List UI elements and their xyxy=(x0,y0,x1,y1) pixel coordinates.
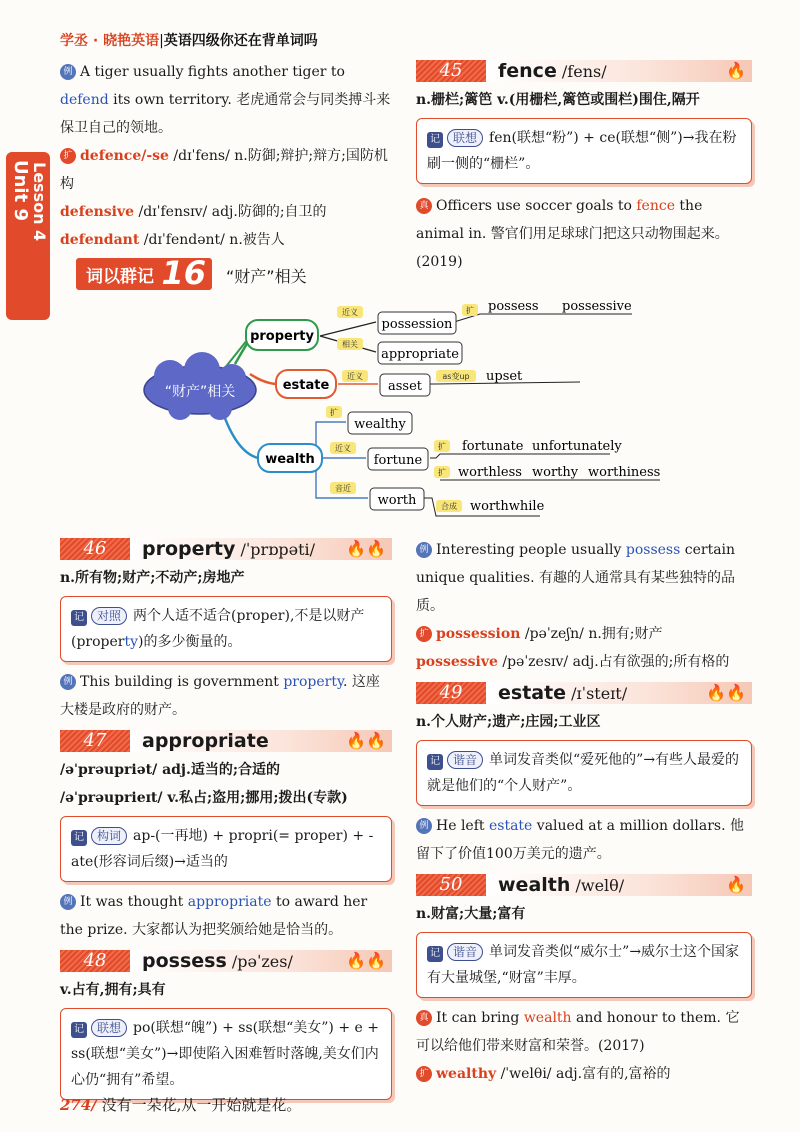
entry-number: 49 xyxy=(416,682,486,704)
entry-appropriate xyxy=(60,728,392,754)
definition: n.栅栏;篱笆 v.(用栅栏,篱笆或围栏)围住,隔开 xyxy=(416,92,700,108)
word-group-banner xyxy=(76,254,212,292)
memo-tag: 构词 xyxy=(91,827,127,845)
keyword: appropriate xyxy=(187,894,272,910)
node-wealthy: wealthy xyxy=(354,417,406,432)
leaf-worthwhile: worthwhile xyxy=(470,499,545,514)
possessive-line: possessive /pəˈzesɪv/ adj.占有欲强的;所有格的 xyxy=(416,654,730,670)
tag-kuo: 扩 xyxy=(438,442,446,451)
entry-estate xyxy=(416,680,752,706)
defendant-line: defendant /dɪˈfendənt/ n.被告人 xyxy=(60,232,285,248)
memory-box: 记 构词 ap-(一再地) + propri(= proper) + -ate(形容词后缀)→适当的 xyxy=(60,816,392,882)
definition: v.占有,拥有;具有 xyxy=(60,982,166,998)
lesson-label: Lesson 4 xyxy=(30,162,49,242)
left-column xyxy=(60,536,392,1100)
memo-icon: 记 xyxy=(427,754,443,770)
memory-box: 记 对照 两个人适不适合(proper),不是以财产(property)的多少衡量的。 xyxy=(60,596,392,662)
fire-icon: 🔥🔥 xyxy=(706,683,746,702)
defend-continuation xyxy=(60,58,392,254)
leaf-unfortunately: unfortunately xyxy=(532,439,622,454)
brand-name: 学丞 · 晓艳英语 xyxy=(60,33,160,49)
center-cloud xyxy=(144,352,256,420)
node-possession: possession xyxy=(381,317,453,332)
right-column xyxy=(416,536,752,1088)
tag-kuo: 扩 xyxy=(466,306,474,315)
defensive-line: defensive /dɪˈfensɪv/ adj.防御的;自卫的 xyxy=(60,204,327,220)
leaf-possess: possess xyxy=(488,299,539,314)
memo-tag: 联想 xyxy=(447,129,483,147)
memo-icon: 记 xyxy=(71,610,87,626)
defend-example: 例 A tiger usually fights another tiger to defend its own territory. 老虎通常会与同类搏斗来保卫自己的领地。 xyxy=(60,64,391,136)
memo-tag: 联想 xyxy=(91,1019,127,1037)
extend-badge: 扩 xyxy=(60,148,76,164)
headword: appropriate xyxy=(142,730,269,752)
example-badge: 例 xyxy=(60,674,76,690)
possess-example: 例 Interesting people usually possess certain unique qualities. 有趣的人通常具有某些独特的品质。 xyxy=(416,542,736,614)
entry-number: 48 xyxy=(60,950,130,972)
page-header xyxy=(60,30,318,50)
fire-icon: 🔥🔥 xyxy=(346,731,386,750)
leaf-worthiness: worthiness xyxy=(588,465,661,480)
extend-badge: 扩 xyxy=(416,1066,432,1082)
memo-icon: 记 xyxy=(71,830,87,846)
memory-box: 记 联想 fen(联想“粉”) + ce(联想“侧”)→我在粉刷一侧的“栅栏”。 xyxy=(416,118,752,184)
memo-icon: 记 xyxy=(427,946,443,962)
memo-icon: 记 xyxy=(71,1022,87,1038)
example-badge: 例 xyxy=(60,894,76,910)
fire-icon: 🔥🔥 xyxy=(346,951,386,970)
memo-tag: 对照 xyxy=(91,607,127,625)
entry-number: 47 xyxy=(60,730,130,752)
tag-as-up: as变up xyxy=(442,372,470,381)
tag-jinyi: 近义 xyxy=(335,444,351,453)
header-separator: | xyxy=(159,33,164,49)
headword: estate /ɪˈsteɪt/ xyxy=(498,682,628,704)
node-appropriate: appropriate xyxy=(381,347,459,362)
fire-icon: 🔥 xyxy=(726,875,746,894)
keyword: property xyxy=(283,674,344,690)
definition: n.个人财产;遗产;庄园;工业区 xyxy=(416,714,601,730)
possession-line: 扩 possession /pəˈzeʃn/ n.拥有;财产 xyxy=(416,620,752,648)
tag-jinyi: 近义 xyxy=(347,372,363,381)
exam-badge: 真 xyxy=(416,1010,432,1026)
example-badge: 例 xyxy=(60,64,76,80)
banner-label: 词以群记 xyxy=(86,267,154,287)
entry-fence xyxy=(416,58,752,276)
memo-tag: 谐音 xyxy=(447,943,483,961)
keyword: possess xyxy=(625,542,681,558)
node-estate: estate xyxy=(282,378,330,393)
tag-hecheng: 合成 xyxy=(441,502,457,511)
node-property: property xyxy=(250,329,314,344)
unit-label: Unit 9 xyxy=(10,160,31,221)
defence-line: 扩 defence/-se /dɪˈfens/ n.防御;辩护;辩方;国防机构 xyxy=(60,148,388,192)
example-badge: 例 xyxy=(416,542,432,558)
entry-number: 46 xyxy=(60,538,130,560)
exam-badge: 真 xyxy=(416,198,432,214)
leaf-worthy: worthy xyxy=(532,465,579,480)
fire-icon: 🔥 xyxy=(726,61,746,80)
group-title: “财产”相关 xyxy=(226,267,307,286)
definition-verb: /əˈprəuprieɪt/ v.私占;盗用;挪用;拨出(专款) xyxy=(60,790,348,806)
tag-kuo: 扩 xyxy=(330,408,338,417)
tag-kuo: 扩 xyxy=(438,468,446,477)
example: 例 This building is government property. 这座大楼是政府的财产。 xyxy=(60,674,380,718)
entry-number: 50 xyxy=(416,874,486,896)
leaf-worthless: worthless xyxy=(458,465,522,480)
node-worth: worth xyxy=(377,493,417,508)
keyword: defend xyxy=(60,92,109,108)
memo-tag: 谐音 xyxy=(447,751,483,769)
node-asset: asset xyxy=(387,379,423,394)
group-number: 16 xyxy=(161,254,206,292)
memory-box: 记 联想 po(联想“魄”) + ss(联想“美女”) + e + ss(联想“美女”)→即使陷入困难暂时落魄,美女们内心仍“拥有”希望。 xyxy=(60,1008,392,1100)
headword: possess /pəˈzes/ xyxy=(142,950,293,972)
example-badge: 例 xyxy=(416,818,432,834)
headword: property /ˈprɒpəti/ xyxy=(142,538,316,560)
headword: fence /fens/ xyxy=(498,60,607,82)
memory-box: 记 谐音 单词发音类似“爱死他的”→有些人最爱的就是他们的“个人财产”。 xyxy=(416,740,752,806)
entry-possess xyxy=(60,948,392,974)
page-number: 274/ xyxy=(60,1096,97,1114)
definition: n.所有物;财产;不动产;房地产 xyxy=(60,570,245,586)
memory-box: 记 谐音 单词发音类似“威尔士”→威尔士这个国家有大量城堡,“财富”丰厚。 xyxy=(416,932,752,998)
wealthy-line: 扩 wealthy /ˈwelθi/ adj.富有的,富裕的 xyxy=(416,1060,752,1088)
entry-property xyxy=(60,536,392,562)
entry-wealth xyxy=(416,872,752,898)
fire-icon: 🔥🔥 xyxy=(346,539,386,558)
tag-jinyi: 近义 xyxy=(342,308,358,317)
exam-example: 真 It can bring wealth and honour to them. 它可以给他们带来财富和荣誉。(2017) xyxy=(416,1010,740,1054)
extend-badge: 扩 xyxy=(416,626,432,642)
mind-map xyxy=(140,294,700,520)
node-wealth: wealth xyxy=(265,452,315,467)
example: 例 It was thought appropriate to award her the prize. 大家都认为把奖颁给她是恰当的。 xyxy=(60,894,368,938)
definition: n.财富;大量;富有 xyxy=(416,906,526,922)
leaf-fortunate: fortunate xyxy=(462,439,524,454)
center-label: “财产”相关 xyxy=(164,384,236,400)
headword: wealth /welθ/ xyxy=(498,874,625,896)
memo-icon: 记 xyxy=(427,132,443,148)
footer-motto: 没有一朵花,从一开始就是花。 xyxy=(96,1096,302,1114)
node-fortune: fortune xyxy=(373,453,423,468)
entry-number: 45 xyxy=(416,60,486,82)
entry-header xyxy=(416,58,752,84)
book-title: 英语四级你还在背单词吗 xyxy=(163,33,318,49)
unit-side-tab xyxy=(6,152,50,320)
leaf-possessive: possessive xyxy=(562,299,632,314)
example: 例 He left estate valued at a million dollars. 他留下了价值100万美元的遗产。 xyxy=(416,818,744,862)
leaf-upset: upset xyxy=(486,369,523,384)
exam-example: 真 Officers use soccer goals to fence the animal in. 警官们用足球球门把这只动物围起来。(2019) xyxy=(416,198,729,270)
tag-xiangguan: 相关 xyxy=(342,340,358,349)
keyword: estate xyxy=(488,818,533,834)
page-footer xyxy=(60,1094,301,1115)
keyword: fence xyxy=(636,198,675,214)
tag-yinjin: 音近 xyxy=(335,484,351,493)
definition-adj: /əˈprəupriət/ adj.适当的;合适的 xyxy=(60,762,281,778)
keyword: wealth xyxy=(523,1010,572,1026)
